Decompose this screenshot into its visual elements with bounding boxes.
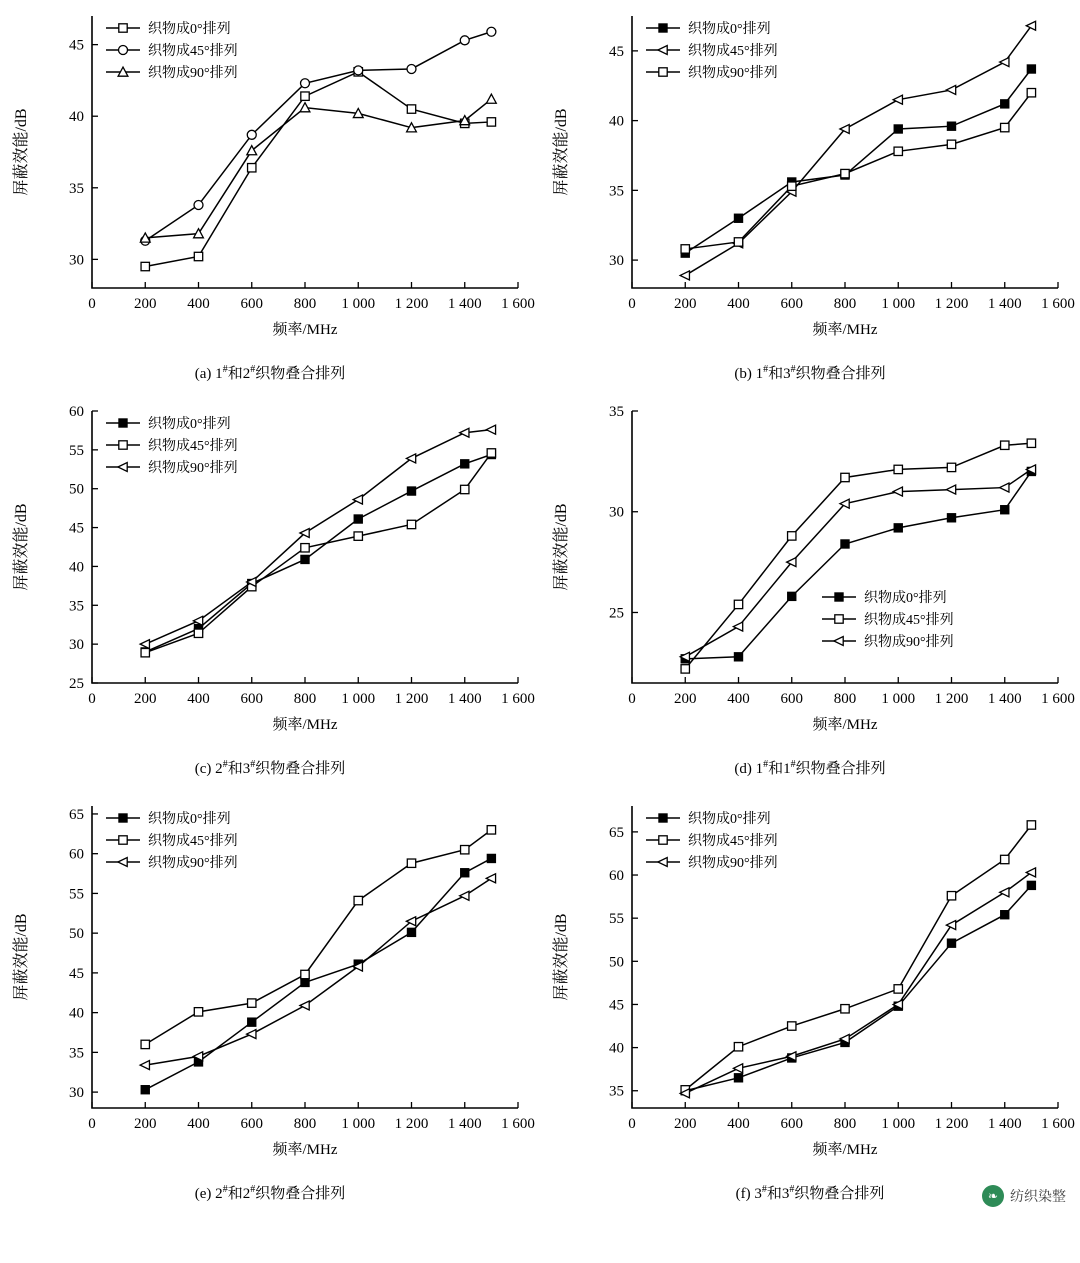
legend-marker <box>119 836 127 844</box>
legend <box>106 415 238 476</box>
data-point <box>681 245 689 253</box>
x-tick-label: 800 <box>833 691 857 707</box>
x-axis-title: 频率/MHz <box>812 717 878 733</box>
data-point <box>301 79 310 88</box>
data-point <box>1001 911 1009 919</box>
data-point <box>1027 881 1035 889</box>
legend-marker <box>119 46 128 55</box>
y-axis-title: 屏蔽效能/dB <box>13 913 30 1001</box>
y-tick-label: 55 <box>69 886 84 903</box>
data-point <box>680 271 689 280</box>
data-point <box>1027 439 1035 447</box>
y-tick-label: 35 <box>609 1083 624 1100</box>
x-tick-label: 200 <box>674 1116 697 1132</box>
x-tick-label: 1 200 <box>394 296 429 312</box>
data-point <box>247 1030 256 1039</box>
data-point <box>947 939 955 947</box>
legend <box>822 589 954 650</box>
x-tick-label: 0 <box>88 1116 96 1132</box>
legend-marker <box>835 615 843 623</box>
data-point <box>247 130 256 139</box>
y-tick-label: 60 <box>609 868 624 885</box>
data-point <box>487 826 495 834</box>
x-tick-label: 800 <box>833 296 857 312</box>
data-point <box>248 1018 256 1026</box>
legend-marker <box>119 419 127 427</box>
plot-area-a <box>0 0 540 360</box>
data-point <box>947 514 955 522</box>
data-point <box>947 140 955 148</box>
x-tick-label: 1 400 <box>447 691 482 707</box>
x-tick-label: 600 <box>780 296 803 312</box>
x-tick-label: 1 600 <box>501 296 535 312</box>
data-point <box>1001 123 1009 131</box>
data-point <box>194 200 203 209</box>
data-point <box>840 124 849 133</box>
legend-marker <box>119 441 127 449</box>
data-point <box>487 118 495 126</box>
legend-label: 织物成90°排列 <box>148 461 238 476</box>
x-tick-label: 200 <box>674 296 697 312</box>
x-tick-label: 0 <box>628 691 636 707</box>
data-point <box>140 1061 149 1070</box>
data-point <box>734 653 742 661</box>
y-tick-label: 40 <box>609 1040 624 1057</box>
plot-area-d <box>540 395 1080 755</box>
chart-cell-a <box>0 0 540 395</box>
legend-label: 织物成0°排列 <box>148 812 231 827</box>
legend-marker <box>118 463 127 472</box>
data-point <box>301 92 309 100</box>
data-point <box>461 460 469 468</box>
data-point <box>487 854 495 862</box>
y-tick-label: 25 <box>69 676 84 692</box>
series-line-0 <box>685 69 1031 253</box>
data-point <box>301 978 309 986</box>
chart-c <box>0 395 540 755</box>
x-tick-label: 800 <box>293 691 317 707</box>
data-point <box>407 105 415 113</box>
series-line-0 <box>685 885 1031 1090</box>
x-tick-label: 1 000 <box>341 1116 376 1132</box>
x-tick-label: 1 200 <box>934 296 969 312</box>
y-tick-label: 40 <box>69 109 84 126</box>
legend-label: 织物成90°排列 <box>148 856 238 871</box>
chart-cell-e <box>0 790 540 1210</box>
y-tick-label: 55 <box>609 911 624 928</box>
data-point <box>893 487 902 496</box>
chart-f <box>540 790 1080 1180</box>
legend-label: 织物成45°排列 <box>148 834 238 849</box>
data-point <box>460 891 469 900</box>
y-tick-label: 45 <box>609 43 624 60</box>
data-point <box>1027 65 1035 73</box>
legend-marker <box>119 814 127 822</box>
y-axis-title: 屏蔽效能/dB <box>553 503 570 591</box>
data-point <box>788 182 796 190</box>
data-point <box>841 169 849 177</box>
y-tick-label: 25 <box>609 605 624 622</box>
plot-area-c <box>0 395 540 755</box>
data-point <box>301 970 309 978</box>
data-point <box>733 622 742 631</box>
series-line-2 <box>685 872 1031 1093</box>
y-tick-label: 65 <box>609 824 624 841</box>
y-axis-title: 屏蔽效能/dB <box>13 108 30 196</box>
data-point <box>248 164 256 172</box>
x-tick-label: 400 <box>187 691 210 707</box>
chart-cell-f <box>540 790 1080 1210</box>
x-axis-title: 频率/MHz <box>272 1142 338 1158</box>
data-point <box>894 465 902 473</box>
data-point <box>407 487 415 495</box>
chart-cell-b <box>540 0 1080 395</box>
x-tick-label: 1 600 <box>1041 691 1075 707</box>
data-point <box>461 846 469 854</box>
plot-area-f <box>540 790 1080 1180</box>
data-point <box>894 524 902 532</box>
series-line-2 <box>145 878 491 1065</box>
series-line-2 <box>145 99 491 238</box>
chart-caption-a: (a) 1#和2#织物叠合排列 <box>194 364 346 382</box>
legend-marker <box>658 46 667 55</box>
legend-marker <box>659 814 667 822</box>
data-point <box>301 555 309 563</box>
legend-marker <box>658 858 667 867</box>
data-point <box>946 85 955 94</box>
chart-a <box>0 0 540 360</box>
legend <box>646 810 778 871</box>
data-point <box>407 928 415 936</box>
data-point <box>141 648 149 656</box>
y-tick-label: 45 <box>69 965 84 982</box>
chart-caption-c: (c) 2#和3#织物叠合排列 <box>194 759 346 777</box>
x-tick-label: 1 000 <box>341 691 376 707</box>
x-tick-label: 200 <box>134 691 157 707</box>
y-tick-label: 30 <box>609 253 624 270</box>
data-point <box>734 1074 742 1082</box>
legend-marker <box>659 836 667 844</box>
x-tick-label: 200 <box>674 691 697 707</box>
x-axis-title: 频率/MHz <box>812 322 878 338</box>
data-point <box>841 540 849 548</box>
x-tick-label: 1 600 <box>1041 296 1075 312</box>
data-point <box>893 95 902 104</box>
legend-label: 织物成0°排列 <box>688 812 771 827</box>
axes <box>632 806 1058 1108</box>
x-tick-label: 400 <box>727 296 750 312</box>
data-point <box>894 125 902 133</box>
data-point <box>947 892 955 900</box>
series-line-0 <box>685 471 1031 658</box>
legend-label: 织物成90°排列 <box>688 66 778 81</box>
data-point <box>1001 506 1009 514</box>
chart-cell-d <box>540 395 1080 790</box>
data-point <box>1000 58 1009 67</box>
legend <box>646 20 778 81</box>
data-point <box>947 122 955 130</box>
x-tick-label: 800 <box>833 1116 857 1132</box>
data-point <box>300 1001 309 1010</box>
legend-marker <box>834 637 843 646</box>
chart-cell-c <box>0 395 540 790</box>
data-point <box>734 600 742 608</box>
x-tick-label: 600 <box>240 691 263 707</box>
data-point <box>194 252 202 260</box>
legend-label: 织物成45°排列 <box>688 834 778 849</box>
x-tick-label: 600 <box>240 1116 263 1132</box>
data-point <box>946 485 955 494</box>
y-tick-label: 45 <box>69 520 84 537</box>
x-tick-label: 1 200 <box>934 691 969 707</box>
y-tick-label: 50 <box>69 481 84 498</box>
data-point <box>248 999 256 1007</box>
data-point <box>194 629 202 637</box>
data-point <box>354 515 362 523</box>
x-tick-label: 1 600 <box>501 691 535 707</box>
x-tick-label: 400 <box>187 1116 210 1132</box>
legend-label: 织物成0°排列 <box>148 417 231 432</box>
legend-label: 织物成45°排列 <box>864 613 954 628</box>
legend-marker <box>659 24 667 32</box>
x-tick-label: 600 <box>780 1116 803 1132</box>
data-point <box>841 473 849 481</box>
legend-label: 织物成90°排列 <box>864 635 954 650</box>
x-tick-label: 1 600 <box>501 1116 535 1132</box>
x-tick-label: 1 400 <box>987 1116 1022 1132</box>
y-tick-label: 35 <box>609 404 624 420</box>
legend-marker <box>119 24 127 32</box>
legend-marker <box>118 858 127 867</box>
x-tick-label: 1 400 <box>447 1116 482 1132</box>
y-tick-label: 45 <box>69 37 84 54</box>
data-point <box>894 147 902 155</box>
y-tick-label: 60 <box>69 404 84 420</box>
x-tick-label: 0 <box>88 691 96 707</box>
leaf-icon: ❧ <box>982 1185 1004 1207</box>
data-point <box>1027 821 1035 829</box>
x-axis-title: 频率/MHz <box>812 1142 878 1158</box>
legend-label: 织物成90°排列 <box>148 66 238 81</box>
y-tick-label: 40 <box>69 1005 84 1022</box>
y-tick-label: 30 <box>69 637 84 654</box>
x-tick-label: 1 600 <box>1041 1116 1075 1132</box>
y-tick-label: 50 <box>609 954 624 971</box>
y-tick-label: 65 <box>69 806 84 823</box>
data-point <box>787 558 796 567</box>
x-tick-label: 600 <box>240 296 263 312</box>
x-tick-label: 1 000 <box>881 691 916 707</box>
watermark <box>982 1185 1066 1207</box>
data-point <box>1026 21 1035 30</box>
chart-caption-e: (e) 2#和2#织物叠合排列 <box>194 1184 346 1202</box>
data-point <box>1001 441 1009 449</box>
chart-caption-d: (d) 1#和1#织物叠合排列 <box>734 759 886 777</box>
y-tick-label: 35 <box>69 180 84 197</box>
data-point <box>1000 483 1009 492</box>
y-tick-label: 60 <box>69 846 84 863</box>
watermark-label: 纺织染整 <box>1010 1188 1066 1204</box>
data-point <box>487 27 496 36</box>
data-point <box>788 532 796 540</box>
data-point <box>734 214 742 222</box>
legend-marker <box>659 68 667 76</box>
x-tick-label: 600 <box>780 691 803 707</box>
legend-label: 织物成90°排列 <box>688 856 778 871</box>
x-axis-title: 频率/MHz <box>272 322 338 338</box>
x-tick-label: 400 <box>727 691 750 707</box>
data-point <box>407 520 415 528</box>
data-point <box>407 64 416 73</box>
data-point <box>407 859 415 867</box>
chart-caption-b: (b) 1#和3#织物叠合排列 <box>734 364 886 382</box>
data-point <box>788 1022 796 1030</box>
legend-marker <box>835 593 843 601</box>
x-tick-label: 800 <box>293 296 317 312</box>
data-point <box>946 921 955 930</box>
data-point <box>461 869 469 877</box>
data-point <box>354 532 362 540</box>
y-tick-label: 35 <box>69 1045 84 1062</box>
legend-label: 织物成45°排列 <box>148 439 238 454</box>
y-tick-label: 50 <box>69 926 84 943</box>
data-point <box>141 1086 149 1094</box>
x-tick-label: 1 400 <box>447 296 482 312</box>
y-tick-label: 35 <box>69 598 84 615</box>
x-tick-label: 1 400 <box>987 691 1022 707</box>
x-tick-label: 200 <box>134 1116 157 1132</box>
chart-caption-f: (f) 3#和3#织物叠合排列 <box>735 1184 885 1202</box>
x-tick-label: 1 000 <box>341 296 376 312</box>
y-tick-label: 45 <box>609 997 624 1014</box>
chart-e <box>0 790 540 1180</box>
legend-label: 织物成0°排列 <box>688 22 771 37</box>
legend-label: 织物成0°排列 <box>864 591 947 606</box>
x-tick-label: 1 400 <box>987 296 1022 312</box>
data-point <box>486 94 496 103</box>
x-tick-label: 1 000 <box>881 1116 916 1132</box>
series-line-1 <box>685 443 1031 669</box>
y-tick-label: 40 <box>69 559 84 576</box>
series-line-2 <box>685 93 1031 249</box>
data-point <box>1001 855 1009 863</box>
data-point <box>301 544 309 552</box>
data-point <box>460 36 469 45</box>
data-point <box>141 1040 149 1048</box>
data-point <box>486 425 495 434</box>
legend <box>106 810 238 871</box>
data-point <box>681 665 689 673</box>
y-axis-title: 屏蔽效能/dB <box>13 503 30 591</box>
legend-label: 织物成0°排列 <box>148 22 231 37</box>
y-axis-title: 屏蔽效能/dB <box>553 913 570 1001</box>
x-tick-label: 0 <box>628 296 636 312</box>
legend-label: 织物成45°排列 <box>148 44 238 59</box>
data-point <box>194 1008 202 1016</box>
data-point <box>894 985 902 993</box>
legend-label: 织物成45°排列 <box>688 44 778 59</box>
data-point <box>841 1005 849 1013</box>
data-point <box>1027 89 1035 97</box>
chart-d <box>540 395 1080 755</box>
legend <box>106 20 238 81</box>
data-point <box>734 238 742 246</box>
y-tick-label: 55 <box>69 442 84 459</box>
y-tick-label: 40 <box>609 113 624 130</box>
y-tick-label: 30 <box>69 252 84 269</box>
data-point <box>354 66 363 75</box>
data-point <box>354 896 362 904</box>
data-point <box>1001 100 1009 108</box>
x-tick-label: 800 <box>293 1116 317 1132</box>
x-tick-label: 1 200 <box>934 1116 969 1132</box>
plot-area-b <box>540 0 1080 360</box>
x-tick-label: 0 <box>628 1116 636 1132</box>
x-tick-label: 400 <box>727 1116 750 1132</box>
y-axis-title: 屏蔽效能/dB <box>553 108 570 196</box>
x-tick-label: 0 <box>88 296 96 312</box>
y-tick-label: 30 <box>609 504 624 521</box>
data-point <box>788 592 796 600</box>
data-point <box>487 449 495 457</box>
y-tick-label: 30 <box>69 1085 84 1102</box>
x-tick-label: 1 200 <box>394 1116 429 1132</box>
x-tick-label: 200 <box>134 296 157 312</box>
data-point <box>461 485 469 493</box>
data-point <box>141 262 149 270</box>
x-tick-label: 1 200 <box>394 691 429 707</box>
y-tick-label: 35 <box>609 183 624 200</box>
data-point <box>733 1064 742 1073</box>
x-tick-label: 1 000 <box>881 296 916 312</box>
x-tick-label: 400 <box>187 296 210 312</box>
data-point <box>734 1043 742 1051</box>
data-point <box>947 463 955 471</box>
chart-b <box>540 0 1080 360</box>
plot-area-e <box>0 790 540 1180</box>
x-axis-title: 频率/MHz <box>272 717 338 733</box>
data-point <box>460 428 469 437</box>
